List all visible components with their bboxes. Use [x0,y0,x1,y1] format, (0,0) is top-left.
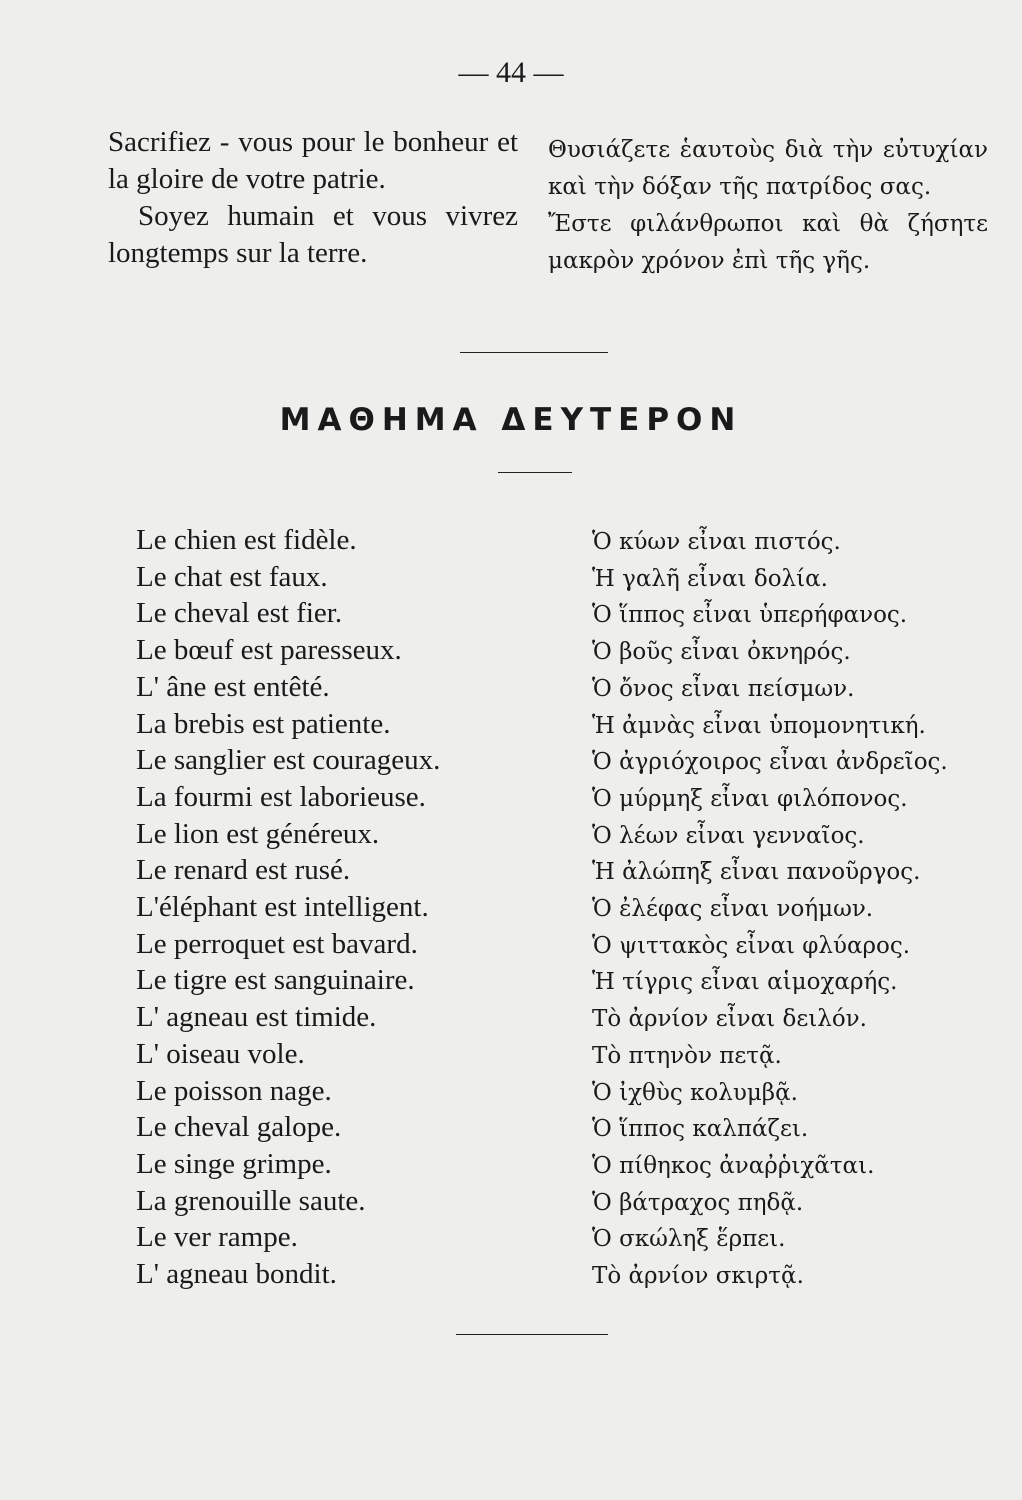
greek-sentence: Τὸ πτηνὸν πετᾷ. [592,1042,782,1069]
french-sentence: Le perroquet est bavard. [136,927,418,960]
french-sentence: La fourmi est laborieuse. [136,780,426,813]
greek-sentence: Ὁ ἰχθὺς κολυμβᾷ. [592,1079,798,1106]
greek-sentence: Ὁ μύρμηξ εἶναι φιλόπονος. [592,785,908,812]
french-sentence: Le cheval galope. [136,1111,342,1144]
greek-sentence: Ὁ ἵππος εἶναι ὑπερήφανος. [592,602,908,629]
french-sentence: La brebis est patiente. [136,707,391,740]
greek-sentence: Ὁ λέων εἶναι γενναῖος. [592,822,865,849]
intro-greek-paragraph: Ἔστε φιλάνθρωποι καὶ θὰ ζήσητε μακρὸν χρόνον ἐπὶ τῆς γῆς. [548,211,988,274]
greek-sentence: Ὁ κύων εἶναι πιστός. [592,529,841,555]
french-sentence: Le tigre est sanguinaire. [136,964,415,997]
lesson-heading: ΜΑΘΗΜΑ ΔΕΥΤΕΡΟΝ [279,402,743,438]
greek-sentence: Ὁ σκώληξ ἕρπει. [592,1226,786,1253]
greek-sentence: Ὁ ἀγριόχοιρος εἶναι ἀνδρεῖος. [592,749,948,776]
french-sentence: Le renard est rusé. [136,854,351,887]
greek-sentence: Ἡ ἀμνὰς εἶναι ὑπομονητική. [592,712,926,739]
heading-underline [498,472,572,473]
french-sentence: L' oiseau vole. [136,1037,305,1070]
section-divider [456,1334,608,1335]
french-sentence: L'éléphant est intelligent. [136,891,429,924]
french-sentence: Le bœuf est paresseux. [136,634,402,667]
greek-sentence: Ὁ ψιττακὸς εἶναι φλύαρος. [592,932,911,959]
greek-sentence: Ἡ γαλῆ εἶναι δολία. [592,565,828,592]
french-sentence: Le sanglier est courageux. [136,744,441,777]
greek-sentence: Ἡ ἀλώπηξ εἶναι πανοῦργος. [592,859,921,886]
intro-greek-paragraph: Θυσιάζετε ἑαυτοὺς διὰ τὴν εὐτυχίαν καὶ τὴν δόξαν τῆς πατρίδος σας. [548,137,988,200]
french-sentence: L' agneau est timide. [136,1001,377,1034]
greek-sentence: Τὸ ἀρνίον σκιρτᾷ. [592,1263,804,1290]
french-sentence: L' âne est entêté. [136,670,330,703]
french-sentence: La grenouille saute. [136,1184,366,1217]
greek-sentence: Ὁ ὄνος εἶναι πείσμων. [592,675,855,702]
french-sentence: Le singe grimpe. [136,1147,332,1180]
french-sentence: Le cheval est fier. [136,597,343,630]
greek-sentence: Ὁ βάτραχος πηδᾷ. [592,1189,804,1216]
greek-sentence: Ὁ ἵππος καλπάζει. [592,1116,809,1143]
intro-french-paragraph: Soyez humain et vous vivrez longtemps sur la terre. [108,200,518,269]
french-sentence: Le ver rampe. [136,1221,298,1254]
french-sentence: Le chat est faux. [136,560,328,593]
greek-sentence: Ἡ τίγρις εἶναι αἱμοχαρής. [592,969,898,996]
greek-sentence: Ὁ ἐλέφας εἶναι νοήμων. [592,896,874,923]
greek-sentence: Τὸ ἀρνίον εἶναι δειλόν. [592,1006,867,1033]
intro-greek-column [548,132,988,280]
french-sentence: Le lion est généreux. [136,817,380,850]
greek-sentence: Ὁ βοῦς εἶναι ὀκνηρός. [592,639,851,666]
intro-french-paragraph: Sacrifiez - vous pour le bonheur et la gloire de votre patrie. [108,126,518,195]
french-sentence: Le chien est fidèle. [136,524,357,556]
greek-sentence: Ὁ πίθηκος ἀναῤῥιχᾶται. [592,1152,875,1179]
lesson-french-column [136,522,440,1293]
lesson-greek-column [592,524,948,1295]
french-sentence: Le poisson nage. [136,1074,332,1107]
section-divider [460,352,608,353]
intro-french-column [108,124,518,272]
page-number: — 44 — [458,56,564,89]
french-sentence: L' agneau bondit. [136,1258,337,1291]
